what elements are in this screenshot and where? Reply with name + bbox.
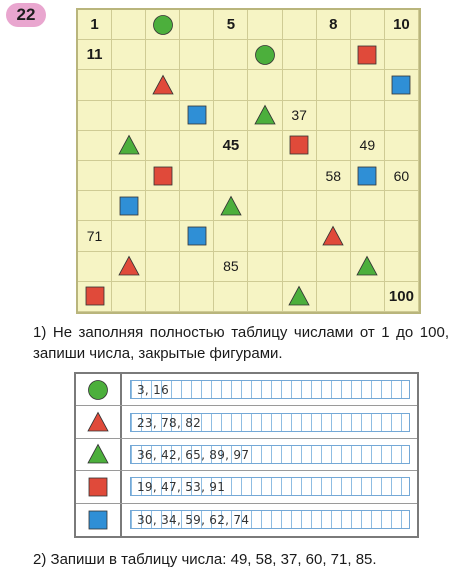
grid-cell [214, 221, 248, 251]
grid-cell [385, 70, 419, 100]
grid-cell [180, 191, 214, 221]
circle-icon [152, 14, 174, 36]
grid-cell [385, 252, 419, 282]
grid-cell [248, 70, 282, 100]
grid-cell [248, 161, 282, 191]
grid-number: 45 [222, 136, 240, 154]
answer-cell [122, 406, 417, 437]
grid-cell [385, 131, 419, 161]
grid-cell [112, 101, 146, 131]
grid-cell [317, 131, 351, 161]
grid-cell [351, 40, 385, 70]
grid-cell [283, 221, 317, 251]
answer-table [74, 372, 419, 538]
grid-cell [385, 191, 419, 221]
grid-cell [78, 10, 112, 40]
grid-cell [78, 161, 112, 191]
square-blue-icon [186, 104, 208, 126]
grid-cell [214, 40, 248, 70]
grid-number: 85 [223, 258, 239, 275]
grid-cell [283, 282, 317, 312]
task-1-text: 1) Не заполняя полностью таблицу числами от 1 до 100, запиши числа, закрытые фигурами. [33, 324, 449, 362]
grid-cell [385, 10, 419, 40]
answer-row [76, 406, 417, 438]
grid-cell [112, 40, 146, 70]
grid-cell [283, 10, 317, 40]
task-2-text: 2) Запиши в таблицу числа: 49, 58, 37, 60, 71, 85. [33, 551, 377, 568]
grid-cell [317, 70, 351, 100]
grid-cell [351, 70, 385, 100]
grid-cell [214, 131, 248, 161]
square-blue-icon [356, 165, 378, 187]
grid-cell [146, 282, 180, 312]
grid-cell [112, 131, 146, 161]
grid-cell [112, 252, 146, 282]
triangle-red-icon [322, 225, 344, 247]
square-red-icon [84, 285, 106, 307]
grid-cell [351, 161, 385, 191]
grid-cell [146, 40, 180, 70]
grid-cell [283, 161, 317, 191]
grid-number: 58 [325, 167, 342, 184]
grid-cell [78, 131, 112, 161]
grid-cell [248, 10, 282, 40]
answer-row [76, 504, 417, 536]
grid-cell [248, 40, 282, 70]
grid-cell [112, 70, 146, 100]
grid-cell [112, 282, 146, 312]
triangle-green-icon [288, 285, 310, 307]
grid-cell [283, 131, 317, 161]
grid-number: 60 [393, 167, 410, 184]
grid-cell [385, 161, 419, 191]
square-blue-icon [118, 195, 140, 217]
answer-values: 19, 47, 53, 91 [137, 480, 226, 495]
answer-shape [76, 504, 122, 536]
grid-cell [180, 161, 214, 191]
grid-cell [112, 191, 146, 221]
grid-cell [146, 131, 180, 161]
answer-writing-box [130, 445, 410, 464]
grid-cell [317, 161, 351, 191]
grid-cell [351, 252, 385, 282]
grid-cell [317, 101, 351, 131]
grid-number: 5 [226, 16, 236, 34]
grid-number: 11 [86, 46, 103, 64]
grid-cell [385, 282, 419, 312]
square-red-icon [356, 44, 378, 66]
grid-cell [180, 221, 214, 251]
grid-number: 37 [291, 107, 307, 124]
answer-shape [76, 406, 122, 437]
answer-writing-box [130, 380, 410, 399]
grid-cell [283, 191, 317, 221]
grid-cell [351, 191, 385, 221]
square-red-icon [152, 165, 174, 187]
grid-cell [180, 282, 214, 312]
grid-cell [283, 252, 317, 282]
circle-icon [254, 44, 276, 66]
grid-cell [180, 101, 214, 131]
grid-cell [351, 221, 385, 251]
grid-cell [146, 101, 180, 131]
square-red-icon [87, 476, 109, 498]
circle-icon [87, 379, 109, 401]
grid-number: 49 [359, 137, 376, 154]
grid-cell [214, 191, 248, 221]
triangle-red-icon [87, 411, 109, 433]
answer-shape [76, 374, 122, 405]
grid-cell [78, 282, 112, 312]
triangle-red-icon [152, 74, 174, 96]
answer-shape [76, 439, 122, 470]
square-blue-icon [390, 74, 412, 96]
grid-cell [112, 10, 146, 40]
grid-cell [112, 161, 146, 191]
answer-values: 30, 34, 59, 62, 74 [137, 513, 250, 528]
grid-cell [248, 101, 282, 131]
grid-cell [78, 191, 112, 221]
grid-cell [214, 70, 248, 100]
grid-cell [385, 40, 419, 70]
grid-cell [283, 70, 317, 100]
answer-shape [76, 471, 122, 502]
grid-cell [180, 131, 214, 161]
grid-cell [146, 161, 180, 191]
triangle-green-icon [220, 195, 242, 217]
answer-writing-box [130, 477, 410, 496]
grid-cell [317, 40, 351, 70]
square-red-icon [288, 134, 310, 156]
grid-cell [317, 221, 351, 251]
answer-cell [122, 471, 417, 502]
answer-cell [122, 504, 417, 536]
grid-cell [317, 10, 351, 40]
page-number-badge: 22 [6, 3, 46, 27]
triangle-green-icon [87, 443, 109, 465]
grid-cell [351, 282, 385, 312]
grid-cell [317, 191, 351, 221]
answer-writing-box [130, 413, 410, 432]
square-blue-icon [87, 509, 109, 531]
grid-cell [248, 191, 282, 221]
triangle-green-icon [254, 104, 276, 126]
grid-cell [112, 221, 146, 251]
grid-cell [180, 70, 214, 100]
grid-cell [78, 101, 112, 131]
grid-number: 71 [86, 227, 103, 244]
number-grid-100 [76, 8, 421, 314]
grid-cell [317, 252, 351, 282]
grid-cell [351, 10, 385, 40]
triangle-green-icon [118, 134, 140, 156]
grid-cell [78, 70, 112, 100]
grid-cell [180, 40, 214, 70]
grid-cell [146, 70, 180, 100]
answer-values: 36, 42, 65, 89, 97 [137, 447, 250, 462]
grid-cell [248, 221, 282, 251]
grid-cell [248, 131, 282, 161]
answer-row [76, 471, 417, 503]
grid-cell [214, 10, 248, 40]
grid-cell [248, 282, 282, 312]
answer-row [76, 374, 417, 406]
answer-writing-box [130, 510, 410, 529]
answer-values: 3, 16 [137, 383, 170, 398]
grid-number: 100 [388, 287, 414, 305]
grid-cell [214, 252, 248, 282]
grid-cell [146, 221, 180, 251]
grid-cell [180, 10, 214, 40]
grid-cell [214, 101, 248, 131]
grid-cell [214, 282, 248, 312]
answer-values: 23, 78, 82 [137, 415, 202, 430]
grid-cell [78, 221, 112, 251]
answer-cell [122, 439, 417, 470]
grid-cell [385, 101, 419, 131]
grid-cell [317, 282, 351, 312]
answer-cell [122, 374, 417, 405]
triangle-red-icon [118, 255, 140, 277]
grid-number: 10 [393, 16, 410, 34]
grid-number: 1 [90, 16, 99, 34]
grid-cell [146, 191, 180, 221]
answer-row [76, 439, 417, 471]
grid-cell [214, 161, 248, 191]
grid-cell [180, 252, 214, 282]
grid-cell [385, 221, 419, 251]
triangle-green-icon [356, 255, 378, 277]
grid-number: 8 [329, 16, 338, 34]
grid-cell [78, 40, 112, 70]
grid-cell [351, 101, 385, 131]
grid-cell [283, 101, 317, 131]
grid-cell [146, 252, 180, 282]
grid-cell [351, 131, 385, 161]
square-blue-icon [186, 225, 208, 247]
grid-cell [283, 40, 317, 70]
grid-cell [248, 252, 282, 282]
grid-cell [78, 252, 112, 282]
grid-cell [146, 10, 180, 40]
